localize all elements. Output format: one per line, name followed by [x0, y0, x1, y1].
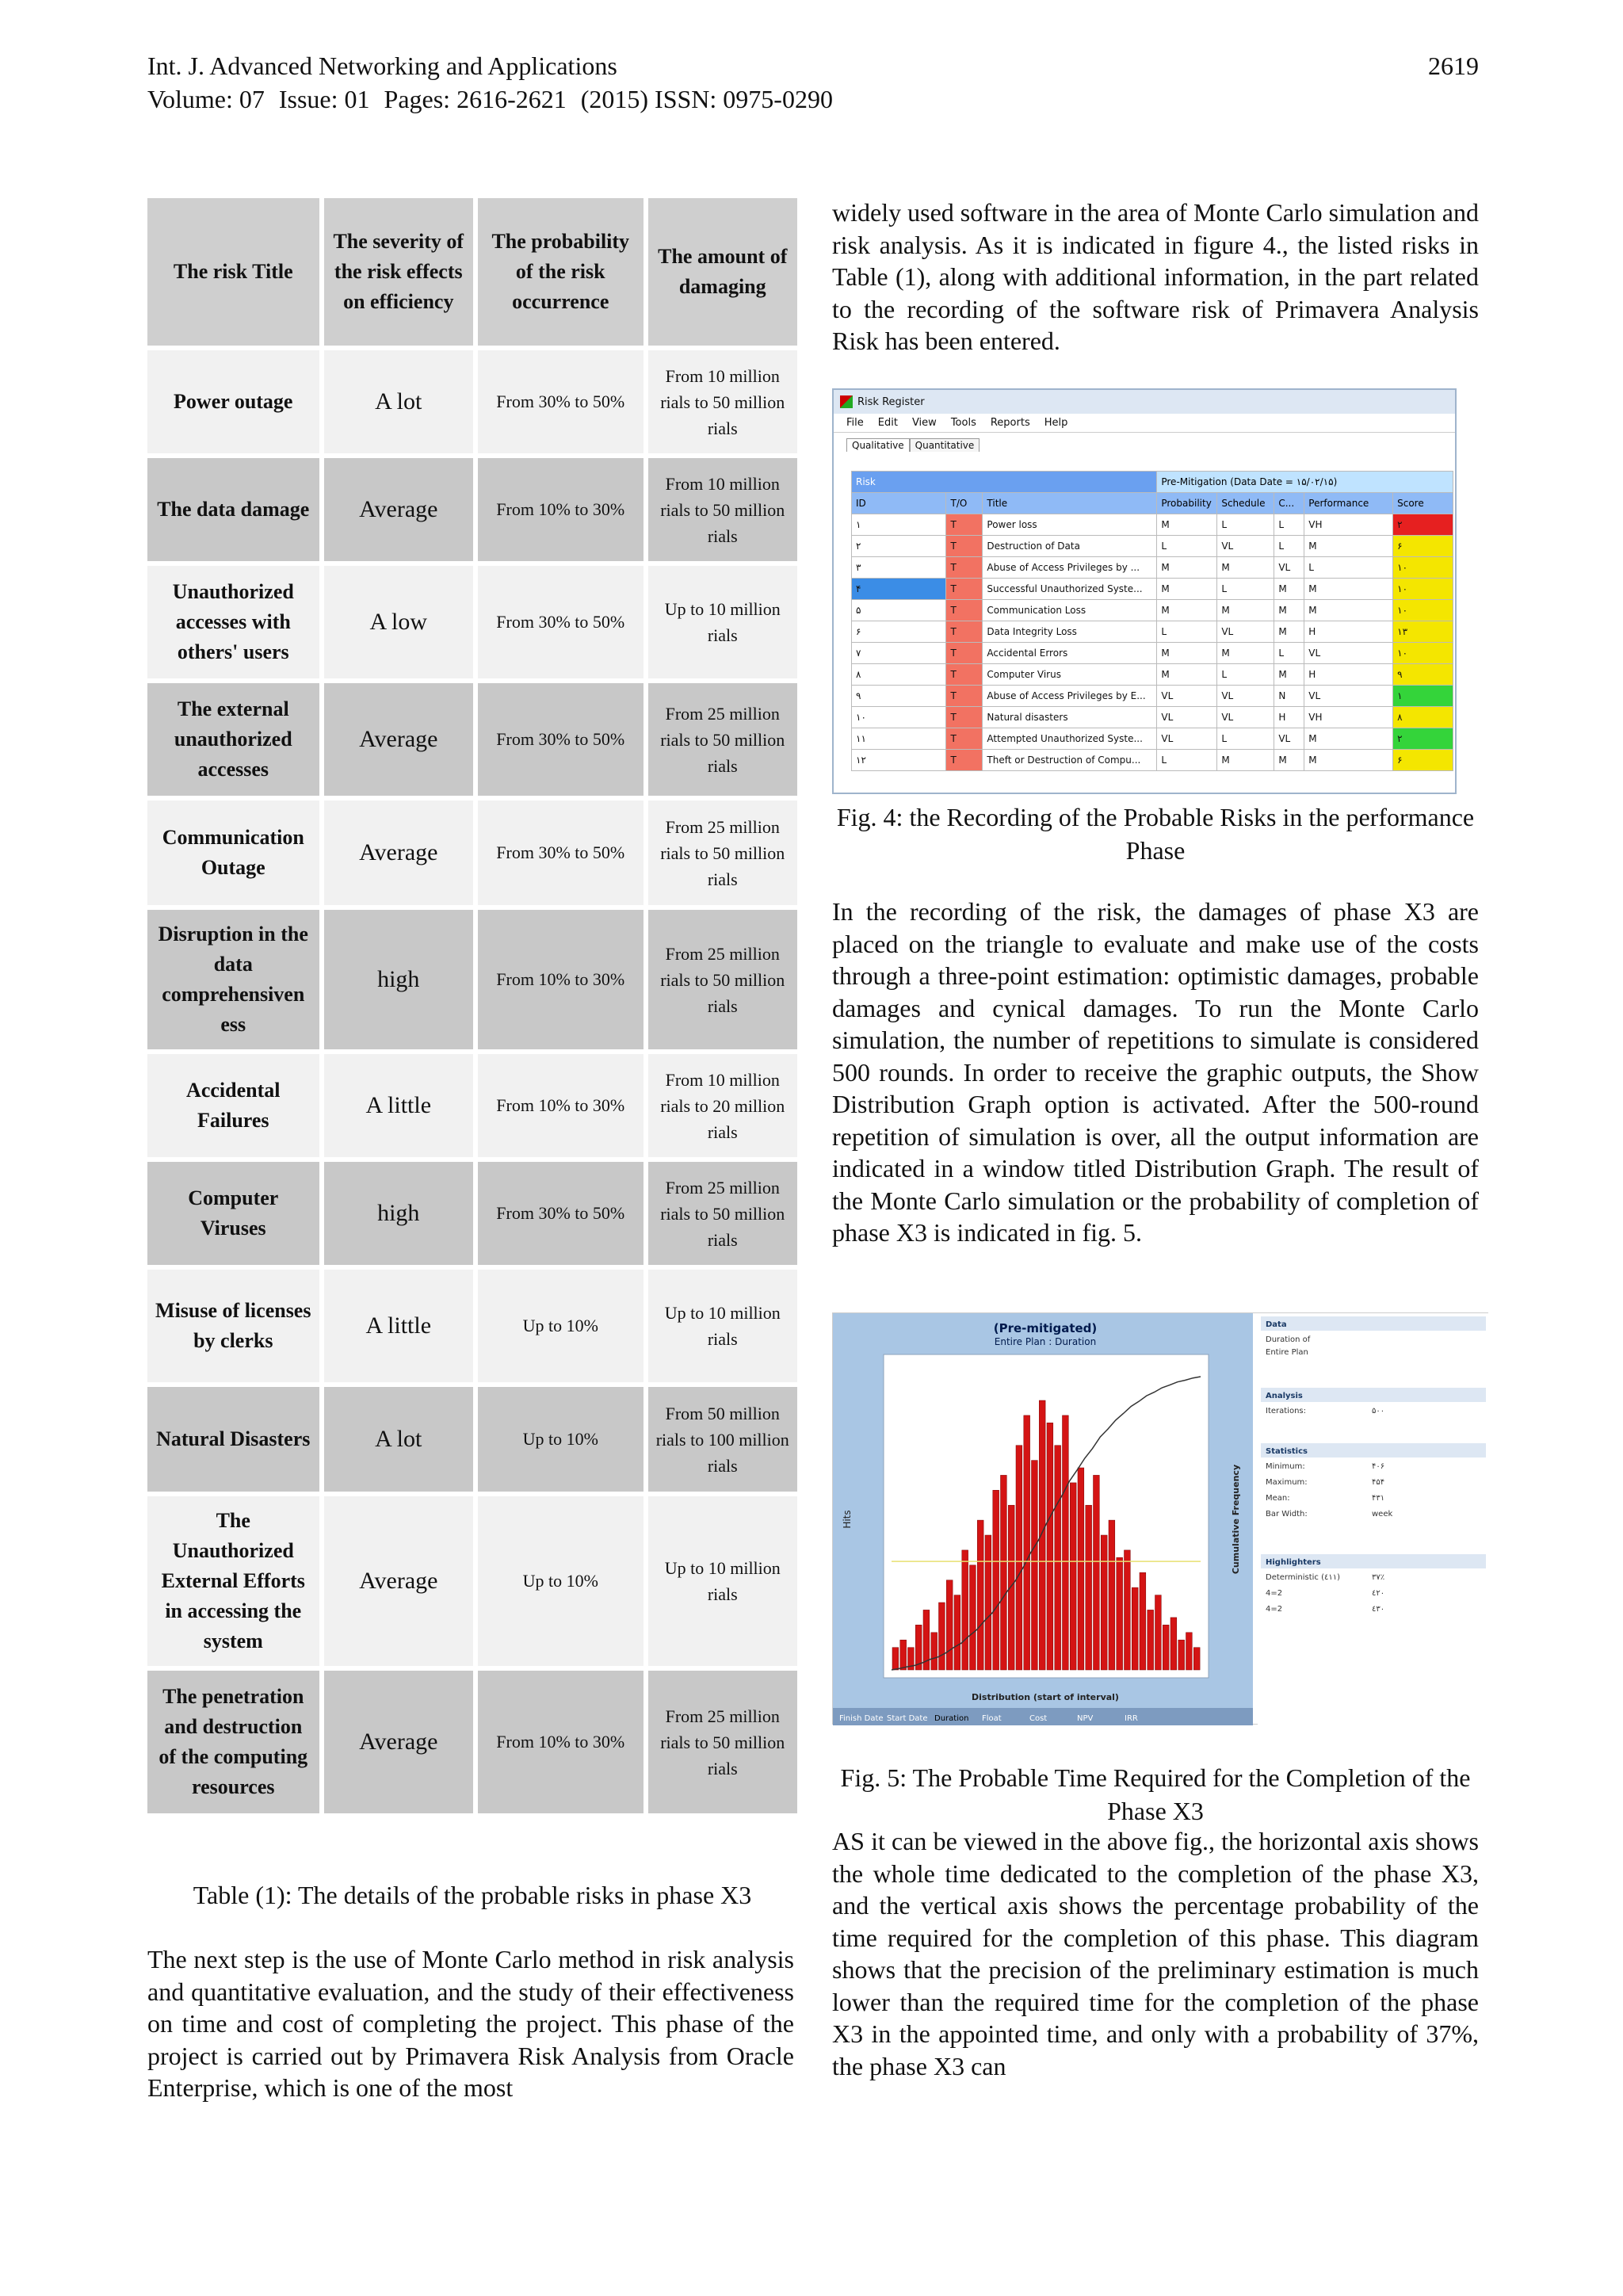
- grid-cell-id: ١٢: [852, 750, 946, 771]
- header-severity: The severity of the risk effects on efficiency: [324, 198, 473, 346]
- grid-cell-to: T: [946, 750, 983, 771]
- grid-cell-c: N: [1274, 686, 1304, 707]
- table-row: [147, 350, 797, 453]
- panel-statistics-title: Statistics: [1266, 1447, 1308, 1456]
- grid-column-label: T/O: [946, 493, 983, 514]
- grid-cell-c: VL: [1274, 728, 1304, 750]
- amount-cell: From 10 million rials to 20 million rials: [648, 1054, 797, 1157]
- menu-bar: [834, 414, 1455, 433]
- amount-cell: From 25 million rials to 50 million rials: [648, 683, 797, 796]
- issue: Issue: 01: [278, 85, 370, 113]
- severity-cell: A low: [324, 566, 473, 678]
- menu-item[interactable]: Reports: [990, 417, 1030, 429]
- grid-cell-to: T: [946, 579, 983, 600]
- probability-cell: From 30% to 50%: [478, 800, 643, 905]
- grid-cell-s: M: [1217, 600, 1274, 621]
- panel-det-label: Deterministic (٤١١): [1266, 1573, 1341, 1582]
- distribution-graph-figure: [832, 1312, 1488, 1725]
- bottom-tab[interactable]: Start Date: [887, 1714, 928, 1723]
- amount-cell: From 10 million rials to 50 million rials: [648, 350, 797, 453]
- grid-row[interactable]: [852, 707, 1453, 728]
- grid-cell-p: M: [1157, 664, 1217, 686]
- grid-cell-score: ٢: [1393, 728, 1453, 750]
- histogram-bar: [1039, 1400, 1045, 1670]
- panel-iterations-value: ۵٠٠: [1372, 1407, 1385, 1415]
- severity-cell: Average: [324, 1496, 473, 1666]
- volume: Volume: 07: [147, 85, 265, 113]
- grid-cell-title: Destruction of Data: [983, 536, 1157, 557]
- grid-cell-score: ٨: [1393, 707, 1453, 728]
- panel-iterations-label: Iterations:: [1266, 1407, 1306, 1415]
- grid-cell-c: M: [1274, 579, 1304, 600]
- bottom-tab[interactable]: Finish Date: [839, 1714, 884, 1723]
- grid-cell-score: ١٠: [1393, 557, 1453, 579]
- pages: Pages: 2616-2621: [384, 85, 567, 113]
- grid-column-label: C...: [1274, 493, 1304, 514]
- grid-cell-to: T: [946, 557, 983, 579]
- severity-cell: Average: [324, 458, 473, 561]
- page-header: [147, 49, 1479, 116]
- panel-analysis-title: Analysis: [1266, 1392, 1303, 1400]
- grid-cell-id: ١١: [852, 728, 946, 750]
- histogram-bar: [1117, 1557, 1123, 1670]
- histogram-bar: [1132, 1587, 1138, 1670]
- grid-row[interactable]: [852, 536, 1453, 557]
- probability-cell: Up to 10%: [478, 1496, 643, 1666]
- histogram-bar: [1170, 1618, 1177, 1670]
- panel-h2-label: 4=2: [1266, 1589, 1283, 1598]
- panel-h2-value: ٤٢٠: [1372, 1589, 1385, 1598]
- grid-cell-p: M: [1157, 579, 1217, 600]
- y-axis-label: Hits: [842, 1510, 853, 1529]
- grid-cell-score: ۶: [1393, 536, 1453, 557]
- amount-cell: Up to 10 million rials: [648, 1270, 797, 1382]
- severity-cell: A little: [324, 1270, 473, 1382]
- bottom-tab[interactable]: NPV: [1077, 1714, 1094, 1723]
- panel-entire-plan: Entire Plan: [1266, 1348, 1308, 1357]
- histogram-bar: [977, 1520, 983, 1670]
- grid-cell-p: L: [1157, 536, 1217, 557]
- panel-h3-value: ٤٣٠: [1372, 1605, 1385, 1614]
- table-header-row: [147, 198, 797, 346]
- histogram-bar: [1178, 1640, 1185, 1670]
- grid-cell-to: T: [946, 686, 983, 707]
- grid-row[interactable]: [852, 686, 1453, 707]
- amount-cell: From 50 million rials to 100 million rials: [648, 1387, 797, 1492]
- risk-title-cell: The data damage: [147, 458, 319, 561]
- histogram-bar: [1163, 1625, 1169, 1670]
- grid-cell-to: T: [946, 643, 983, 664]
- histogram-bar: [892, 1648, 899, 1670]
- histogram-bar: [1016, 1446, 1022, 1670]
- menu-item[interactable]: File: [846, 417, 864, 429]
- grid-cell-title: Abuse of Access Privileges by ...: [983, 557, 1157, 579]
- histogram-bar: [1109, 1520, 1115, 1670]
- grid-cell-perf: M: [1304, 750, 1393, 771]
- grid-cell-s: M: [1217, 557, 1274, 579]
- grid-column-header: [852, 493, 1453, 514]
- histogram-bar: [1078, 1468, 1084, 1670]
- risk-title-cell: Power outage: [147, 350, 319, 453]
- side-panel: [1258, 1313, 1489, 1725]
- grid-row[interactable]: [852, 664, 1453, 686]
- panel-highlighters-title: Highlighters: [1266, 1558, 1321, 1567]
- table-row: [147, 1671, 797, 1813]
- grid-column-label: Schedule: [1217, 493, 1274, 514]
- histogram-bar: [1193, 1648, 1200, 1670]
- grid-row[interactable]: [852, 643, 1453, 664]
- grid-cell-p: VL: [1157, 686, 1217, 707]
- table-row: [147, 1054, 797, 1157]
- grid-cell-perf: M: [1304, 536, 1393, 557]
- amount-cell: Up to 10 million rials: [648, 566, 797, 678]
- table-row: [147, 683, 797, 796]
- table-row: [147, 1270, 797, 1382]
- fig4-caption: Fig. 4: the Recording of the Probable Risks in the performance Phase: [836, 803, 1475, 865]
- grid-cell-id: ۵: [852, 600, 946, 621]
- risk-title-cell: Accidental Failures: [147, 1054, 319, 1157]
- grid-cell-title: Theft or Destruction of Compu...: [983, 750, 1157, 771]
- grid-cell-s: VL: [1217, 621, 1274, 643]
- probability-cell: From 10% to 30%: [478, 1054, 643, 1157]
- histogram-bar: [1055, 1446, 1061, 1670]
- chart-title: (Pre-mitigated): [993, 1321, 1098, 1335]
- table-caption: Table (1): The details of the probable risks in phase X3: [193, 1881, 752, 1909]
- probability-cell: Up to 10%: [478, 1387, 643, 1492]
- grid-cell-s: VL: [1217, 536, 1274, 557]
- histogram-bar: [946, 1580, 953, 1670]
- amount-cell: From 25 million rials to 50 million rials: [648, 800, 797, 905]
- histogram-bar: [1024, 1415, 1030, 1670]
- severity-cell: Average: [324, 1671, 473, 1813]
- grid-cell-id: ٧: [852, 643, 946, 664]
- grid-cell-score: ٢: [1393, 514, 1453, 536]
- grid-cell-title: Computer Virus: [983, 664, 1157, 686]
- severity-cell: A lot: [324, 350, 473, 453]
- probability-cell: From 30% to 50%: [478, 1162, 643, 1265]
- histogram-bar: [1047, 1423, 1053, 1670]
- menu-item[interactable]: Help: [1044, 417, 1068, 429]
- grid-cell-perf: M: [1304, 728, 1393, 750]
- y2-axis-label: Cumulative Frequency: [1231, 1464, 1241, 1575]
- page-number: 2619: [1428, 52, 1479, 80]
- grid-cell-id: ٣: [852, 557, 946, 579]
- window-title: Risk Register: [857, 395, 925, 408]
- panel-section-data: [1261, 1316, 1486, 1331]
- grid-cell-s: VL: [1217, 707, 1274, 728]
- panel-bar-label: Bar Width:: [1266, 1510, 1308, 1519]
- grid-cell-title: Power loss: [983, 514, 1157, 536]
- risk-grid: [851, 471, 1453, 771]
- grid-cell-c: L: [1274, 536, 1304, 557]
- grid-row[interactable]: [852, 621, 1453, 643]
- grid-cell-perf: M: [1304, 579, 1393, 600]
- histogram-bar: [1155, 1595, 1162, 1670]
- grid-cell-s: M: [1217, 643, 1274, 664]
- grid-cell-to: T: [946, 728, 983, 750]
- risk-title-cell: Natural Disasters: [147, 1387, 319, 1492]
- journal-title: Int. J. Advanced Networking and Applications: [147, 52, 617, 80]
- histogram-bar: [1101, 1535, 1107, 1670]
- bottom-tab[interactable]: Duration: [934, 1714, 969, 1723]
- probability-cell: From 30% to 50%: [478, 566, 643, 678]
- histogram-bar: [1186, 1633, 1193, 1670]
- histogram-bar: [1140, 1572, 1146, 1670]
- grid-cell-c: M: [1274, 664, 1304, 686]
- histogram-bar: [939, 1603, 945, 1670]
- amount-cell: Up to 10 million rials: [648, 1496, 797, 1666]
- risk-table: [143, 193, 802, 1818]
- volume-line: [147, 82, 1479, 116]
- grid-cell-s: L: [1217, 514, 1274, 536]
- grid-cell-perf: H: [1304, 621, 1393, 643]
- probability-cell: Up to 10%: [478, 1270, 643, 1382]
- histogram-bar: [1032, 1461, 1038, 1670]
- paragraph-right-1: widely used software in the area of Monte Carlo simulation and risk analysis. As it is indicated in figure 4., the listed risks in Table (1), along with additional information, in the part related to the recording of the software risk of Primavera Analysis Risk has been entered.: [832, 198, 1479, 355]
- tab-quantitative: Quantitative: [910, 438, 980, 452]
- grid-cell-score: ٩: [1393, 664, 1453, 686]
- grid-cell-score: ۶: [1393, 750, 1453, 771]
- risk-title-cell: The penetration and destruction of the computing resources: [147, 1671, 319, 1813]
- probability-cell: From 30% to 50%: [478, 683, 643, 796]
- grid-cell-score: ١٠: [1393, 643, 1453, 664]
- grid-cell-p: M: [1157, 557, 1217, 579]
- risk-register-figure: [832, 388, 1457, 794]
- grid-cell-p: VL: [1157, 707, 1217, 728]
- panel-min-label: Minimum:: [1266, 1462, 1305, 1471]
- panel-mean-value: ۴٣١: [1372, 1494, 1385, 1503]
- panel-mean-label: Mean:: [1266, 1494, 1290, 1503]
- fig5-caption: Fig. 5: The Probable Time Required for the Completion of the Phase X3: [840, 1763, 1471, 1825]
- histogram-bar: [1125, 1550, 1131, 1670]
- grid-cell-id: ٨: [852, 664, 946, 686]
- histogram-bar: [900, 1640, 907, 1670]
- grid-cell-id: ٢: [852, 536, 946, 557]
- grid-cell-to: T: [946, 664, 983, 686]
- grid-column-label: ID: [852, 493, 946, 514]
- amount-cell: From 25 million rials to 50 million rials: [648, 1671, 797, 1813]
- table-row: [147, 1496, 797, 1666]
- grid-row[interactable]: [852, 514, 1453, 536]
- group-risk: Risk: [852, 472, 1157, 493]
- grid-cell-to: T: [946, 621, 983, 643]
- tab-qualitative: Qualitative: [846, 438, 910, 452]
- grid-cell-score: ١٣: [1393, 621, 1453, 643]
- grid-column-label: Probability: [1157, 493, 1217, 514]
- grid-cell-id: ١: [852, 514, 946, 536]
- severity-cell: high: [324, 910, 473, 1049]
- grid-cell-p: M: [1157, 600, 1217, 621]
- histogram-bar: [954, 1595, 960, 1670]
- histogram-bar: [1070, 1483, 1076, 1670]
- grid-row[interactable]: [852, 579, 1453, 600]
- grid-row[interactable]: [852, 750, 1453, 771]
- histogram-bar: [1148, 1610, 1154, 1670]
- histogram-bar: [931, 1633, 938, 1670]
- table-row: [147, 910, 797, 1049]
- grid-cell-title: Accidental Errors: [983, 643, 1157, 664]
- table-row: [147, 1387, 797, 1492]
- menu-item[interactable]: View: [911, 417, 937, 429]
- grid-cell-p: M: [1157, 643, 1217, 664]
- table-row: [147, 1162, 797, 1265]
- risk-title-cell: Communication Outage: [147, 800, 319, 905]
- table-row: [147, 458, 797, 561]
- table-row: [147, 800, 797, 905]
- panel-duration-of: Duration of: [1266, 1335, 1311, 1344]
- grid-cell-score: ١٠: [1393, 579, 1453, 600]
- histogram-bar: [1094, 1475, 1100, 1670]
- grid-cell-p: L: [1157, 621, 1217, 643]
- grid-cell-s: L: [1217, 579, 1274, 600]
- x-axis-label: Distribution (start of interval): [972, 1692, 1119, 1702]
- grid-cell-s: M: [1217, 750, 1274, 771]
- grid-cell-title: Natural disasters: [983, 707, 1157, 728]
- grid-cell-perf: L: [1304, 557, 1393, 579]
- grid-cell-perf: H: [1304, 664, 1393, 686]
- grid-cell-c: L: [1274, 643, 1304, 664]
- severity-cell: A little: [324, 1054, 473, 1157]
- menu-item[interactable]: Edit: [877, 417, 898, 429]
- grid-cell-perf: VH: [1304, 514, 1393, 536]
- severity-cell: Average: [324, 683, 473, 796]
- grid-cell-perf: VL: [1304, 643, 1393, 664]
- risk-title-cell: Unauthorized accesses with others' users: [147, 566, 319, 678]
- panel-bar-value: week: [1372, 1510, 1393, 1519]
- grid-cell-perf: M: [1304, 600, 1393, 621]
- grid-cell-c: VL: [1274, 557, 1304, 579]
- probability-cell: From 10% to 30%: [478, 458, 643, 561]
- panel-max-value: ۴۵۴: [1372, 1478, 1385, 1487]
- distribution-graph: [833, 1313, 1489, 1725]
- histogram-bar: [993, 1490, 999, 1670]
- grid-row[interactable]: [852, 557, 1453, 579]
- grid-cell-c: M: [1274, 600, 1304, 621]
- risk-title-cell: The Unauthorized External Efforts in accessing the system: [147, 1496, 319, 1666]
- grid-cell-score: ١٠: [1393, 600, 1453, 621]
- grid-column-label: Score: [1393, 493, 1453, 514]
- probability-cell: From 10% to 30%: [478, 910, 643, 1049]
- tab-bar: [834, 433, 1455, 452]
- grid-cell-p: M: [1157, 514, 1217, 536]
- paragraph-right-3: AS it can be viewed in the above fig., the horizontal axis shows the whole time dedicated to the completion of the phase X3, and the vertical axis shows the percentage probability of the time required for the completion of this phase. This diagram shows that the precision of the preliminary estimation is much lower than the required time for the completion of the phase X3 in the appointed time, and only with a probability of 37%, the phase X3 can: [832, 1827, 1479, 2080]
- grid-column-label: Title: [983, 493, 1157, 514]
- grid-row[interactable]: [852, 600, 1453, 621]
- chart-subtitle: Entire Plan : Duration: [994, 1336, 1097, 1347]
- risk-title-cell: The external unauthorized accesses: [147, 683, 319, 796]
- histogram-bar: [1063, 1415, 1069, 1670]
- panel-data-title: Data: [1266, 1320, 1287, 1329]
- grid-cell-p: VL: [1157, 728, 1217, 750]
- grid-group-header: [852, 472, 1453, 493]
- app-logo-icon: [840, 395, 853, 408]
- grid-cell-to: T: [946, 536, 983, 557]
- grid-cell-to: T: [946, 600, 983, 621]
- grid-cell-s: L: [1217, 664, 1274, 686]
- risk-title-cell: Computer Viruses: [147, 1162, 319, 1265]
- grid-cell-s: VL: [1217, 686, 1274, 707]
- table-row: [147, 566, 797, 678]
- grid-cell-c: M: [1274, 621, 1304, 643]
- year-issn: (2015) ISSN: 0975-0290: [580, 85, 833, 113]
- grid-cell-id: ۶: [852, 621, 946, 643]
- bottom-tab[interactable]: Cost: [1029, 1714, 1048, 1723]
- grid-cell-title: Successful Unauthorized Syste...: [983, 579, 1157, 600]
- grid-cell-title: Data Integrity Loss: [983, 621, 1157, 643]
- amount-cell: From 25 million rials to 50 million rials: [648, 1162, 797, 1265]
- paragraph-right-2: In the recording of the risk, the damages of phase X3 are placed on the triangle to evaluate and make use of the costs through a three-point estimation: optimistic damages, probable damages and cynical damages. To run the Monte Carlo simulation, the number of repetitions to simulate is considered 500 rounds. In order to receive the graphic outputs, the Show Distribution Graph option is activated. After the 500-round repetition of simulation is over, all the output information are indicated in a window titled Distribution Graph. The result of the Monte Carlo simulation or the probability of completion of phase X3 is indicated in fig. 5.: [832, 897, 1479, 1247]
- grid-cell-perf: VL: [1304, 686, 1393, 707]
- amount-cell: From 25 million rials to 50 million rials: [648, 910, 797, 1049]
- grid-cell-c: L: [1274, 514, 1304, 536]
- grid-cell-perf: VH: [1304, 707, 1393, 728]
- grid-cell-c: H: [1274, 707, 1304, 728]
- grid-cell-c: M: [1274, 750, 1304, 771]
- panel-min-value: ۴٠۶: [1372, 1462, 1385, 1471]
- header-amount: The amount of damaging: [648, 198, 797, 346]
- severity-cell: A lot: [324, 1387, 473, 1492]
- probability-cell: From 30% to 50%: [478, 350, 643, 453]
- grid-cell-id: ۴: [852, 579, 946, 600]
- grid-cell-id: ١٠: [852, 707, 946, 728]
- severity-cell: high: [324, 1162, 473, 1265]
- risk-title-cell: Disruption in the data comprehensiven ess: [147, 910, 319, 1049]
- panel-h3-label: 4=2: [1266, 1605, 1283, 1614]
- grid-cell-to: T: [946, 514, 983, 536]
- menu-item[interactable]: Tools: [950, 417, 976, 429]
- grid-row[interactable]: [852, 728, 1453, 750]
- grid-cell-score: ١: [1393, 686, 1453, 707]
- histogram-bar: [970, 1565, 976, 1670]
- bottom-tab[interactable]: Float: [982, 1714, 1002, 1723]
- grid-cell-id: ٩: [852, 686, 946, 707]
- bottom-tab[interactable]: IRR: [1125, 1714, 1138, 1723]
- paragraph-left: The next step is the use of Monte Carlo method in risk analysis and quantitative evaluation, and the study of their effectiveness on time and cost of completing the project. This phase of the project is carried out by Primavera Risk Analysis from Oracle Enterprise, which is one of the most: [147, 1945, 794, 2102]
- grid-column-label: Performance: [1304, 493, 1393, 514]
- grid-cell-s: L: [1217, 728, 1274, 750]
- histogram-bar: [1001, 1475, 1007, 1670]
- probability-cell: From 10% to 30%: [478, 1671, 643, 1813]
- grid-cell-title: Attempted Unauthorized Syste...: [983, 728, 1157, 750]
- amount-cell: From 10 million rials to 50 million rials: [648, 458, 797, 561]
- histogram-bar: [1086, 1505, 1092, 1670]
- group-pre-mitigation: Pre-Mitigation (Data Date = ١۵/٠٢/١۵): [1157, 472, 1453, 493]
- grid-cell-to: T: [946, 707, 983, 728]
- histogram-bar: [985, 1535, 991, 1670]
- risk-title-cell: Misuse of licenses by clerks: [147, 1270, 319, 1382]
- panel-max-label: Maximum:: [1266, 1478, 1308, 1487]
- header-probability: The probability of the risk occurrence: [478, 198, 643, 346]
- histogram-bar: [962, 1550, 968, 1670]
- grid-cell-p: L: [1157, 750, 1217, 771]
- grid-cell-title: Communication Loss: [983, 600, 1157, 621]
- window-titlebar: [834, 390, 1455, 414]
- panel-det-value: ٣٧٪: [1372, 1573, 1385, 1582]
- histogram-bar: [1008, 1505, 1014, 1670]
- grid-cell-title: Abuse of Access Privileges by E...: [983, 686, 1157, 707]
- severity-cell: Average: [324, 800, 473, 905]
- header-risk-title: The risk Title: [147, 198, 319, 346]
